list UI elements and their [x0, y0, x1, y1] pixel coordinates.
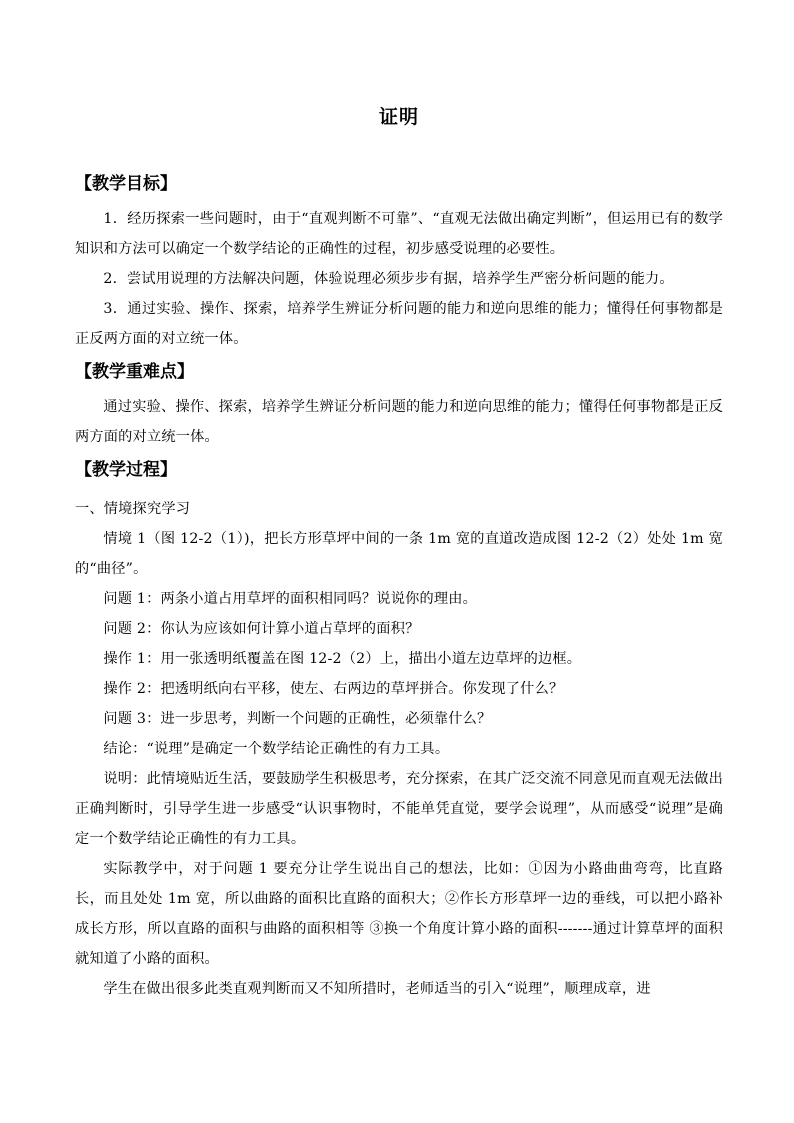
process-subheading: 一、情境探究学习: [75, 501, 191, 517]
process-paragraph-6: 问题 3：进一步思考，判断一个问题的正确性，必须靠什么？: [103, 711, 492, 727]
process-paragraph-4: 操作 1：用一张透明纸覆盖在图 12-2（2）上，描出小道左边草坪的边框。: [103, 651, 582, 667]
objective-paragraph-1: 1．经历探索一些问题时，由于“直观判断不可靠”、“直观无法做出确定判断”，但运用已有的数学知识和方法可以确定一个数学结论的正确性的过程，初步感受说理的必要性。: [75, 211, 723, 257]
document-content: [75, 100, 723, 1004]
process-paragraph-5: 操作 2：把透明纸向右平移，使左、右两边的草坪拼合。你发现了什么？: [103, 681, 564, 697]
process-paragraph-2: 问题 1：两条小道占用草坪的面积相同吗？说说你的理由。: [103, 591, 478, 607]
objective-paragraph-2: 2．尝试用说理的方法解决问题，体验说理必须步步有据，培养学生严密分析问题的能力。: [103, 271, 674, 287]
section-heading-process: 【教学过程】: [75, 460, 177, 480]
process-paragraph-10: 学生在做出很多此类直观判断而又不知所措时，老师适当的引入“说理”，顺理成章，进: [103, 981, 651, 997]
objective-paragraph-3: 3．通过实验、操作、探索，培养学生辨证分析问题的能力和逆向思维的能力；懂得任何事物都是正反两方面的对立统一体。: [75, 301, 723, 347]
process-paragraph-3: 问题 2：你认为应该如何计算小道占草坪的面积？: [103, 621, 420, 637]
process-paragraph-9: 实际教学中，对于问题 1 要充分让学生说出自己的想法，比如：①因为小路曲曲弯弯，比直路长，而且处处 1m 宽，所以曲路的面积比直路的面积大；②作长方形草坪一边的垂线，可以把小路补成长方形，所以直路的面积与曲路的面积相等 ③换一个角度计算小路的面积-------通过计算草坪的面积就知道了小路的面积。: [75, 861, 723, 967]
process-paragraph-8: 说明：此情境贴近生活，要鼓励学生积极思考，充分探索，在其广泛交流不同意见而直观无法做出正确判断时，引导学生进一步感受“认识事物时，不能单凭直觉，要学会说理”，从而感受“说理”是确定一个数学结论正确性的有力工具。: [75, 771, 723, 847]
section-heading-key-points: 【教学重难点】: [75, 362, 194, 382]
key-points-paragraph: 通过实验、操作、探索，培养学生辨证分析问题的能力和逆向思维的能力；懂得任何事物都是正反两方面的对立统一体。: [75, 399, 723, 445]
page-title: 证明: [378, 106, 419, 128]
process-paragraph-1: 情境 1（图 12-2（1）)，把长方形草坪中间的一条 1m 宽的直道改造成图 12-2（2）处处 1m 宽的“曲径”。: [75, 531, 723, 577]
process-paragraph-7: 结论：“说理”是确定一个数学结论正确性的有力工具。: [103, 741, 450, 757]
section-heading-objectives: 【教学目标】: [75, 174, 177, 194]
